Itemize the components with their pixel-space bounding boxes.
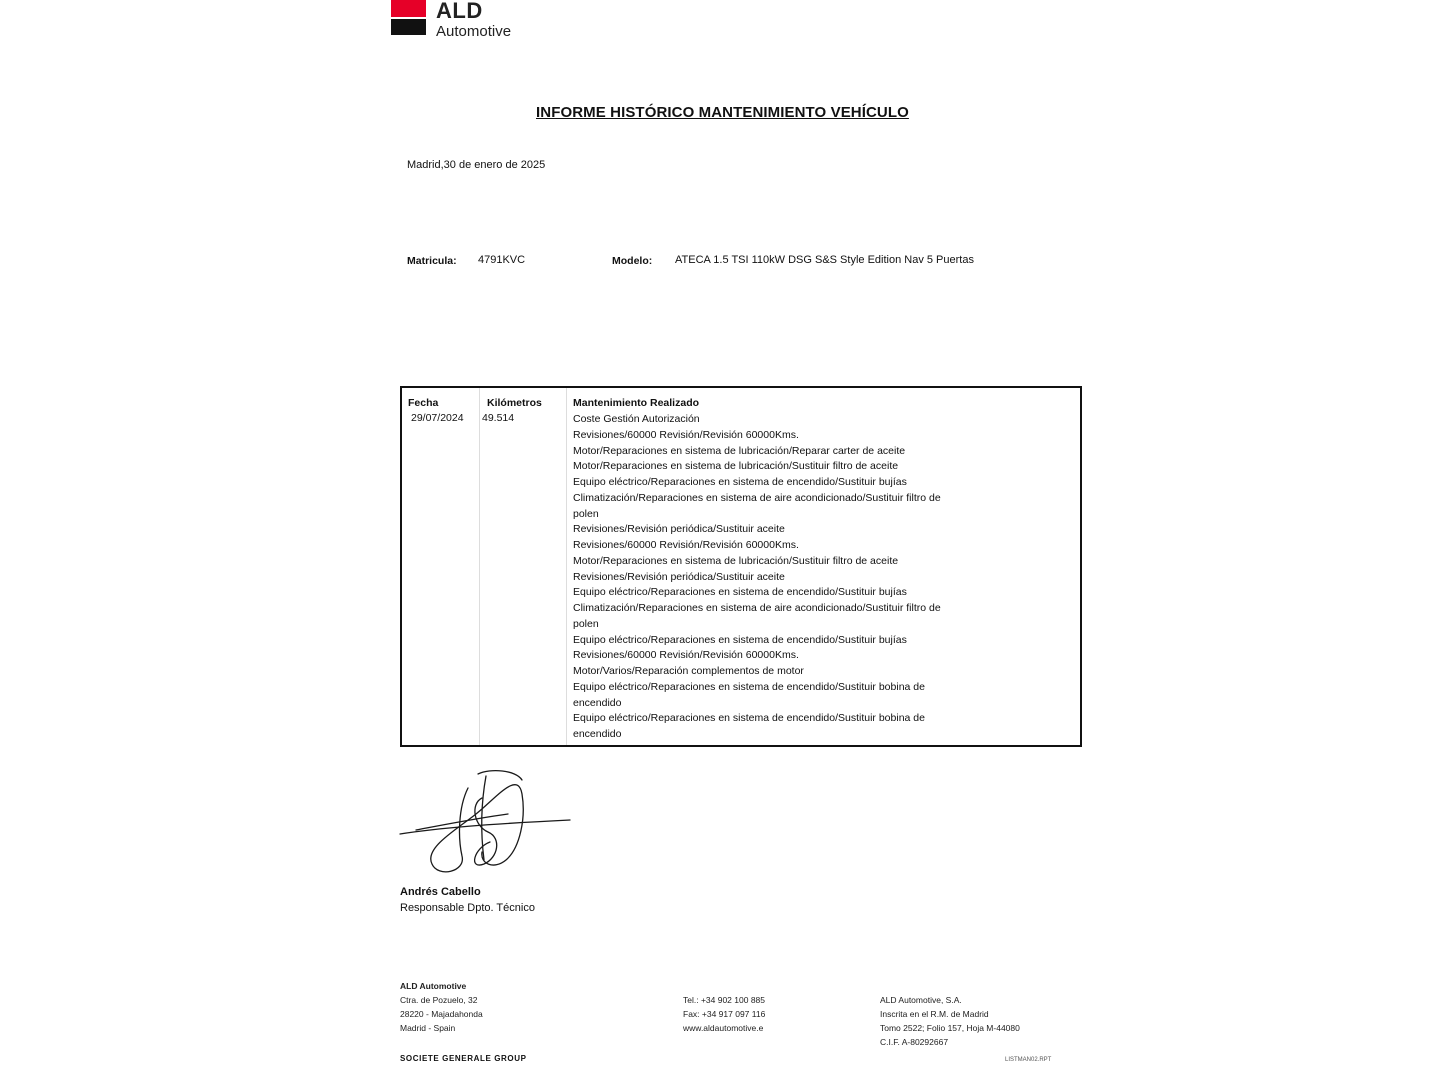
maintenance-item: Revisiones/Revisión periódica/Sustituir aceite: [573, 570, 785, 583]
logo-line-1: ALD: [436, 0, 483, 23]
row-date: 29/07/2024: [411, 412, 464, 424]
footer-fax: Fax: +34 917 097 116: [683, 1009, 766, 1019]
row-km: 49.514: [482, 412, 515, 424]
header-date: Fecha: [408, 397, 439, 409]
footer-legal-line: C.I.F. A-80292667: [880, 1037, 949, 1047]
column-divider: [479, 388, 480, 745]
maintenance-item: Equipo eléctrico/Reparaciones en sistema de encendido/Sustituir bujías: [573, 476, 907, 488]
footer-legal-line: Inscrita en el R.M. de Madrid: [880, 1009, 989, 1019]
logo-line-2: Automotive: [436, 23, 512, 40]
footer-contact: [683, 993, 765, 1035]
maintenance-item: Equipo eléctrico/Reparaciones en sistema de encendido/Sustituir bobina de: [573, 712, 925, 725]
footer-phone: Tel.: +34 902 100 885: [683, 995, 765, 1005]
maintenance-item: encendido: [573, 696, 622, 709]
footer-reference: LISTMAN02.RPT: [1005, 1057, 1052, 1063]
plate-label: Matricula:: [407, 255, 457, 267]
maintenance-item: encendido: [573, 728, 622, 740]
model-label: Modelo:: [612, 255, 653, 267]
maintenance-item: polen: [573, 617, 599, 630]
maintenance-item: Climatización/Reparaciones en sistema de aire acondicionado/Sustituir filtro de: [573, 491, 941, 504]
footer-address-line: Madrid - Spain: [400, 1023, 456, 1033]
signer-name: Andrés Cabello: [400, 886, 481, 898]
maintenance-item: Revisiones/Revisión periódica/Sustituir aceite: [573, 523, 785, 536]
footer-address-line: 28220 - Majadahonda: [400, 1009, 483, 1019]
maintenance-item: Coste Gestión Autorización: [573, 413, 700, 425]
maintenance-item: Motor/Reparaciones en sistema de lubricación/Reparar carter de aceite: [573, 444, 906, 457]
document-title: INFORME HISTÓRICO MANTENIMIENTO VEHÍCULO: [536, 104, 909, 121]
logo-mark-icon: [391, 0, 426, 35]
maintenance-table: [400, 386, 1082, 747]
footer-group-name: SOCIETE GENERALE GROUP: [400, 1054, 527, 1063]
model-value: ATECA 1.5 TSI 110kW DSG S&S Style Edition Nav 5 Puertas: [675, 254, 974, 266]
signer-role: Responsable Dpto. Técnico: [400, 902, 535, 914]
footer-legal-line: ALD Automotive, S.A.: [880, 995, 962, 1005]
maintenance-item: Motor/Reparaciones en sistema de lubricación/Sustituir filtro de aceite: [573, 554, 899, 567]
maintenance-item: Equipo eléctrico/Reparaciones en sistema de encendido/Sustituir bujías: [573, 586, 907, 599]
maintenance-item: Revisiones/60000 Revisión/Revisión 60000Kms.: [573, 539, 799, 551]
maintenance-item: Equipo eléctrico/Reparaciones en sistema de encendido/Sustituir bobina de: [573, 680, 925, 693]
maintenance-item: Motor/Reparaciones en sistema de lubricación/Sustituir filtro de aceite: [573, 460, 899, 473]
ald-automotive-logo: [391, 0, 511, 39]
maintenance-item: Motor/Varios/Reparación complementos de motor: [573, 665, 804, 677]
footer-legal-line: Tomo 2522; Folio 157, Hoja M-44080: [880, 1023, 1020, 1033]
maintenance-item: Climatización/Reparaciones en sistema de aire acondicionado/Sustituir filtro de: [573, 602, 941, 614]
footer-legal: [880, 993, 1020, 1049]
maintenance-item: polen: [573, 507, 599, 520]
footer-address: [400, 979, 483, 1035]
maintenance-list: [573, 412, 993, 743]
maintenance-item: Equipo eléctrico/Reparaciones en sistema de encendido/Sustituir bujías: [573, 633, 907, 646]
footer-address-line: Ctra. de Pozuelo, 32: [400, 995, 478, 1005]
handwritten-signature: [398, 768, 573, 880]
header-maintenance: Mantenimiento Realizado: [573, 397, 700, 409]
footer-website: www.aldautomotive.e: [683, 1023, 764, 1033]
maintenance-item: Revisiones/60000 Revisión/Revisión 60000Kms.: [573, 649, 799, 662]
column-divider: [566, 388, 567, 745]
logo-text: [436, 0, 511, 39]
header-km: Kilómetros: [487, 397, 542, 409]
document-date: Madrid,30 de enero de 2025: [407, 159, 546, 171]
plate-value: 4791KVC: [478, 254, 526, 266]
footer-company: ALD Automotive: [400, 981, 467, 991]
maintenance-item: Revisiones/60000 Revisión/Revisión 60000Kms.: [573, 428, 799, 441]
